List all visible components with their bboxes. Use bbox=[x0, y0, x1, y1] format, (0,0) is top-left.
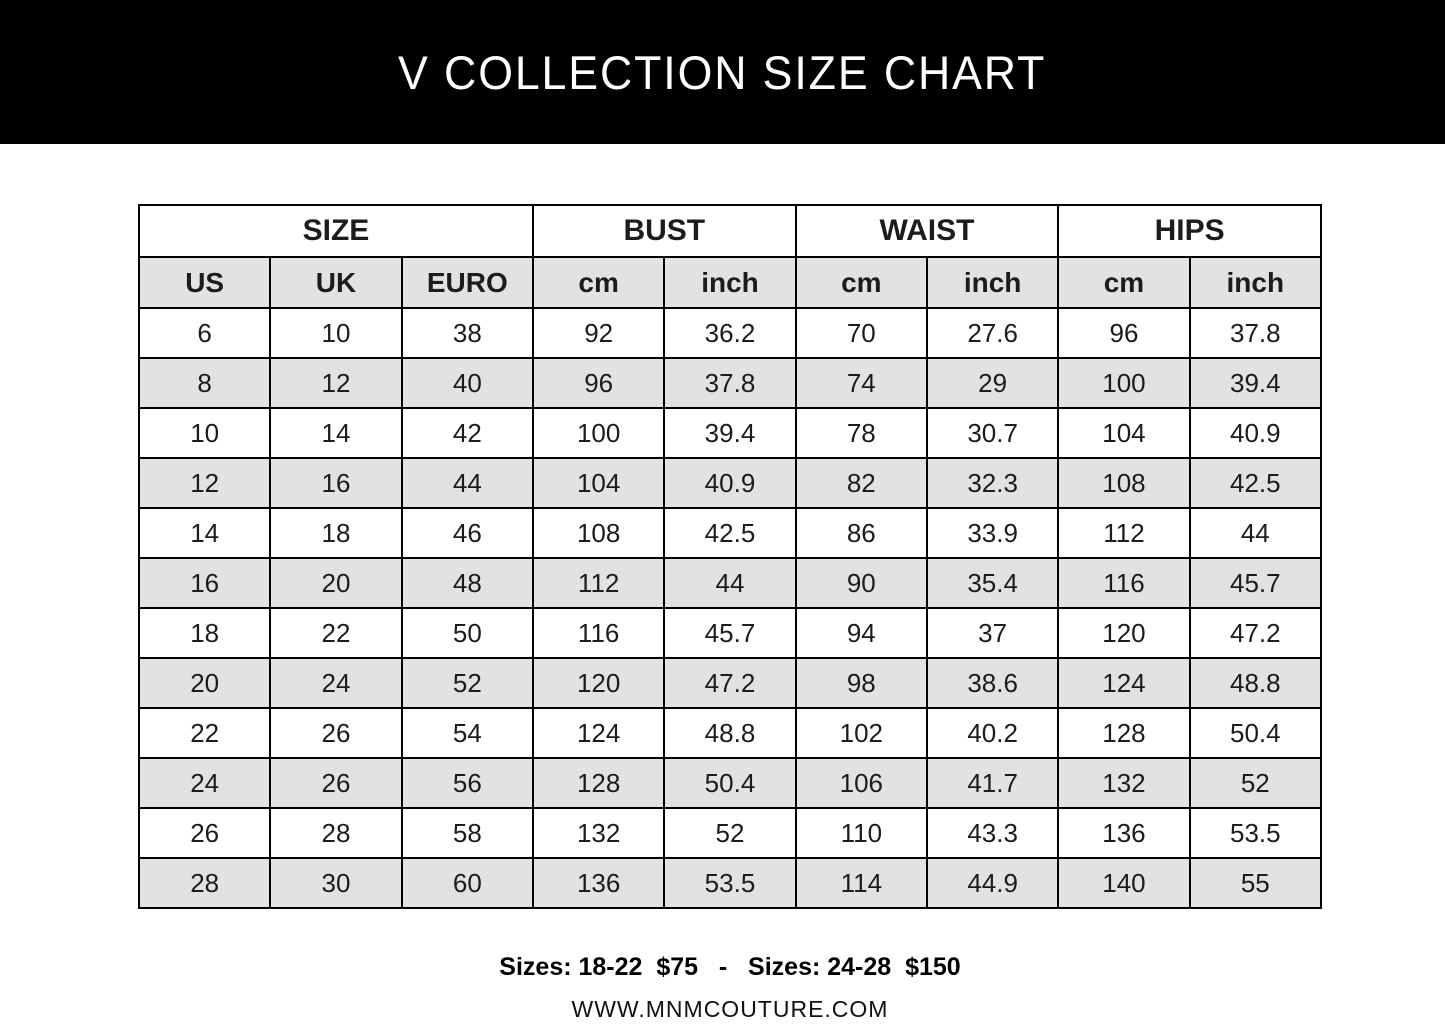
table-cell: 32.3 bbox=[927, 458, 1058, 508]
table-cell: 44.9 bbox=[927, 858, 1058, 908]
table-cell: 47.2 bbox=[1190, 608, 1321, 658]
table-cell: 132 bbox=[1058, 758, 1189, 808]
table-cell: 78 bbox=[796, 408, 927, 458]
table-cell: 124 bbox=[1058, 658, 1189, 708]
table-cell: 112 bbox=[1058, 508, 1189, 558]
table-cell: 114 bbox=[796, 858, 927, 908]
table-cell: 20 bbox=[270, 558, 401, 608]
table-cell: 16 bbox=[270, 458, 401, 508]
table-cell: 24 bbox=[139, 758, 270, 808]
table-cell: 26 bbox=[270, 708, 401, 758]
table-cell: 47.2 bbox=[664, 658, 795, 708]
table-cell: 53.5 bbox=[1190, 808, 1321, 858]
table-cell: 37 bbox=[927, 608, 1058, 658]
table-cell: 104 bbox=[1058, 408, 1189, 458]
table-cell: 140 bbox=[1058, 858, 1189, 908]
table-cell: 136 bbox=[533, 858, 664, 908]
table-cell: 39.4 bbox=[1190, 358, 1321, 408]
table-cell: 120 bbox=[1058, 608, 1189, 658]
column-header-cell: inch bbox=[664, 257, 795, 308]
table-cell: 27.6 bbox=[927, 308, 1058, 358]
group-header-cell: HIPS bbox=[1058, 205, 1321, 257]
table-cell: 33.9 bbox=[927, 508, 1058, 558]
table-cell: 136 bbox=[1058, 808, 1189, 858]
table-cell: 108 bbox=[1058, 458, 1189, 508]
table-cell: 36.2 bbox=[664, 308, 795, 358]
table-row bbox=[139, 308, 1321, 358]
table-cell: 54 bbox=[402, 708, 533, 758]
table-cell: 35.4 bbox=[927, 558, 1058, 608]
table-cell: 14 bbox=[270, 408, 401, 458]
table-cell: 128 bbox=[1058, 708, 1189, 758]
column-header-cell: UK bbox=[270, 257, 401, 308]
table-row bbox=[139, 808, 1321, 858]
table-cell: 44 bbox=[664, 558, 795, 608]
group-header-cell: SIZE bbox=[139, 205, 533, 257]
table-cell: 40.2 bbox=[927, 708, 1058, 758]
table-cell: 124 bbox=[533, 708, 664, 758]
table-cell: 108 bbox=[533, 508, 664, 558]
table-cell: 50.4 bbox=[1190, 708, 1321, 758]
table-cell: 100 bbox=[1058, 358, 1189, 408]
column-header-cell: inch bbox=[927, 257, 1058, 308]
table-cell: 37.8 bbox=[664, 358, 795, 408]
table-cell: 28 bbox=[270, 808, 401, 858]
group-header-cell: WAIST bbox=[796, 205, 1059, 257]
table-cell: 38.6 bbox=[927, 658, 1058, 708]
table-cell: 70 bbox=[796, 308, 927, 358]
table-cell: 18 bbox=[270, 508, 401, 558]
title-banner bbox=[0, 0, 1445, 144]
table-cell: 16 bbox=[139, 558, 270, 608]
table-cell: 44 bbox=[1190, 508, 1321, 558]
table-row bbox=[139, 858, 1321, 908]
table-cell: 41.7 bbox=[927, 758, 1058, 808]
table-cell: 53.5 bbox=[664, 858, 795, 908]
table-cell: 42 bbox=[402, 408, 533, 458]
table-cell: 110 bbox=[796, 808, 927, 858]
website-url: WWW.MNMCOUTURE.COM bbox=[571, 996, 889, 1022]
pricing-note: Sizes: 18-22 $75 - Sizes: 24-28 $150 bbox=[499, 953, 961, 981]
table-cell: 55 bbox=[1190, 858, 1321, 908]
size-chart-section bbox=[138, 204, 1322, 1023]
table-cell: 56 bbox=[402, 758, 533, 808]
table-cell: 42.5 bbox=[1190, 458, 1321, 508]
column-header-cell: cm bbox=[1058, 257, 1189, 308]
table-cell: 24 bbox=[270, 658, 401, 708]
table-cell: 39.4 bbox=[664, 408, 795, 458]
table-cell: 46 bbox=[402, 508, 533, 558]
table-cell: 96 bbox=[1058, 308, 1189, 358]
table-row bbox=[139, 608, 1321, 658]
group-header-cell: BUST bbox=[533, 205, 796, 257]
table-cell: 104 bbox=[533, 458, 664, 508]
table-cell: 22 bbox=[270, 608, 401, 658]
table-cell: 37.8 bbox=[1190, 308, 1321, 358]
column-header-row bbox=[139, 257, 1321, 308]
column-header-cell: EURO bbox=[402, 257, 533, 308]
table-cell: 52 bbox=[402, 658, 533, 708]
table-cell: 8 bbox=[139, 358, 270, 408]
table-row bbox=[139, 408, 1321, 458]
size-chart-table bbox=[138, 204, 1322, 909]
table-cell: 10 bbox=[270, 308, 401, 358]
group-header-row bbox=[139, 205, 1321, 257]
table-cell: 22 bbox=[139, 708, 270, 758]
table-cell: 48 bbox=[402, 558, 533, 608]
column-header-cell: cm bbox=[533, 257, 664, 308]
table-cell: 120 bbox=[533, 658, 664, 708]
table-cell: 86 bbox=[796, 508, 927, 558]
column-header-cell: cm bbox=[796, 257, 927, 308]
table-cell: 94 bbox=[796, 608, 927, 658]
table-cell: 12 bbox=[270, 358, 401, 408]
table-cell: 30.7 bbox=[927, 408, 1058, 458]
table-cell: 48.8 bbox=[1190, 658, 1321, 708]
table-row bbox=[139, 458, 1321, 508]
table-cell: 12 bbox=[139, 458, 270, 508]
table-cell: 20 bbox=[139, 658, 270, 708]
table-cell: 43.3 bbox=[927, 808, 1058, 858]
table-cell: 30 bbox=[270, 858, 401, 908]
table-row bbox=[139, 358, 1321, 408]
table-cell: 28 bbox=[139, 858, 270, 908]
table-cell: 82 bbox=[796, 458, 927, 508]
table-cell: 40.9 bbox=[1190, 408, 1321, 458]
table-cell: 132 bbox=[533, 808, 664, 858]
table-cell: 40 bbox=[402, 358, 533, 408]
page-title: V COLLECTION SIZE CHART bbox=[398, 45, 1047, 99]
table-cell: 100 bbox=[533, 408, 664, 458]
table-row bbox=[139, 708, 1321, 758]
table-cell: 45.7 bbox=[664, 608, 795, 658]
table-cell: 52 bbox=[1190, 758, 1321, 808]
table-cell: 18 bbox=[139, 608, 270, 658]
table-cell: 14 bbox=[139, 508, 270, 558]
table-cell: 74 bbox=[796, 358, 927, 408]
table-cell: 116 bbox=[533, 608, 664, 658]
table-cell: 50.4 bbox=[664, 758, 795, 808]
table-cell: 52 bbox=[664, 808, 795, 858]
table-cell: 106 bbox=[796, 758, 927, 808]
table-cell: 38 bbox=[402, 308, 533, 358]
table-cell: 92 bbox=[533, 308, 664, 358]
table-cell: 50 bbox=[402, 608, 533, 658]
table-cell: 102 bbox=[796, 708, 927, 758]
table-cell: 40.9 bbox=[664, 458, 795, 508]
table-cell: 10 bbox=[139, 408, 270, 458]
table-cell: 6 bbox=[139, 308, 270, 358]
table-cell: 98 bbox=[796, 658, 927, 708]
table-cell: 58 bbox=[402, 808, 533, 858]
table-cell: 26 bbox=[139, 808, 270, 858]
size-table-body bbox=[139, 308, 1321, 908]
table-cell: 116 bbox=[1058, 558, 1189, 608]
table-cell: 128 bbox=[533, 758, 664, 808]
table-cell: 26 bbox=[270, 758, 401, 808]
table-cell: 112 bbox=[533, 558, 664, 608]
table-cell: 42.5 bbox=[664, 508, 795, 558]
table-cell: 96 bbox=[533, 358, 664, 408]
table-row bbox=[139, 658, 1321, 708]
table-cell: 60 bbox=[402, 858, 533, 908]
table-row bbox=[139, 558, 1321, 608]
column-header-cell: US bbox=[139, 257, 270, 308]
table-row bbox=[139, 758, 1321, 808]
table-cell: 44 bbox=[402, 458, 533, 508]
table-cell: 90 bbox=[796, 558, 927, 608]
table-row bbox=[139, 508, 1321, 558]
table-cell: 45.7 bbox=[1190, 558, 1321, 608]
table-cell: 48.8 bbox=[664, 708, 795, 758]
table-cell: 29 bbox=[927, 358, 1058, 408]
column-header-cell: inch bbox=[1190, 257, 1321, 308]
